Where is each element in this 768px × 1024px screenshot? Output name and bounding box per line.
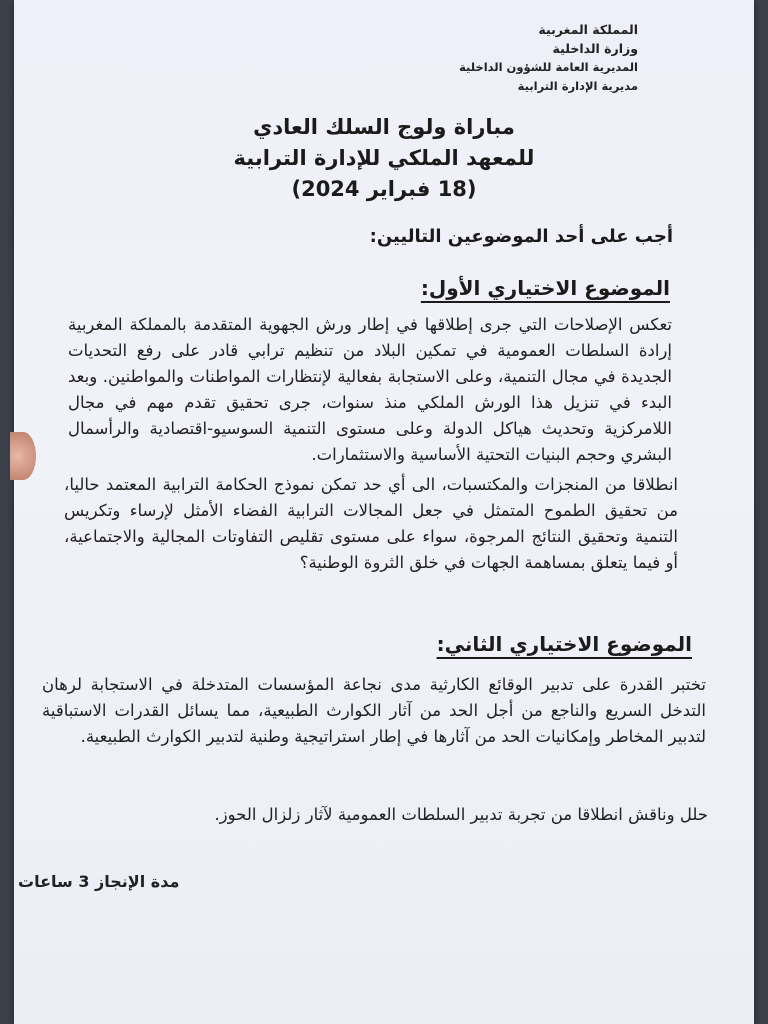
finger [10,432,36,480]
title-date: (18 فبراير 2024) [291,177,477,201]
subject-1-paragraph-1: تعكس الإصلاحات التي جرى إطلاقها في إطار ورش الجهوية المتقدمة بالمملكة المغربية إرادة السلطات العمومية في تمكين البلاد من تنظيم ترابي قادر على رفع التحديات الجديدة في مجال التنمية، وعلى الاستجابة بفعالية لإنتظارات المواطنات والمواطنين. وبعد البدء في تنزيل هذا الورش الملكي منذ سنوات، جرى تحقيق تقدم مهم في مجال اللامركزية وتحديث هياكل الدولة وعلى مستوى التنمية السوسيو-اقتصادية والرأسمال البشري وحجم البنيات التحتية الأساسية والاستثمارات. [68,315,672,464]
header-directorate-general: المديرية العامة للشؤون الداخلية [459,60,638,74]
subject-1-title: الموضوع الاختياري الأول: [420,276,670,300]
exam-title [0,112,768,205]
header-ministry: وزارة الداخلية [552,41,638,56]
exam-duration: مدة الإنجاز 3 ساعات [18,872,180,891]
header-directorate: مديرية الإدارة الترابية [517,79,638,93]
title-line-1: مباراة ولوج السلك العادي [253,115,515,139]
ministry-header [408,20,638,96]
subject-2-title: الموضوع الاختياري الثاني: [436,632,692,656]
subject-1-question: انطلاقا من المنجزات والمكتسبات، الى أي حد تمكن نموذج الحكامة الترابية المعتمد حاليا، من تحقيق الطموح المتمثل في جعل المجالات الترابية الفضاء الأمثل لإرساء وتكريس التنمية وتحقيق النتائج المرجوة، سواء على مستوى تقليص التفاوتات المجالية والاجتماعية، أو فيما يتعلق بمساهمة الجهات في خلق الثروة الوطنية؟ [64,475,678,572]
header-kingdom: المملكة المغربية [538,22,638,37]
instruction: أجب على أحد الموضوعين التاليين: [369,226,673,247]
title-line-2: للمعهد الملكي للإدارة الترابية [233,146,535,170]
subject-2-question: حلل وناقش انطلاقا من تجربة تدبير السلطات العمومية لآثار زلزال الحوز. [214,805,708,824]
subject-2-paragraph-1: تختبر القدرة على تدبير الوقائع الكارثية مدى نجاعة المؤسسات المتدخلة في الاستجابة لرهان التدخل السريع والناجع من أجل الحد من آثار الكوارث الطبيعية، مما يسائل القدرات الاستباقية لتدبير المخاطر وإمكانيات الحد من آثارها في إطار استراتيجية وطنية لتدبير الكوارث الطبيعية. [42,675,706,746]
